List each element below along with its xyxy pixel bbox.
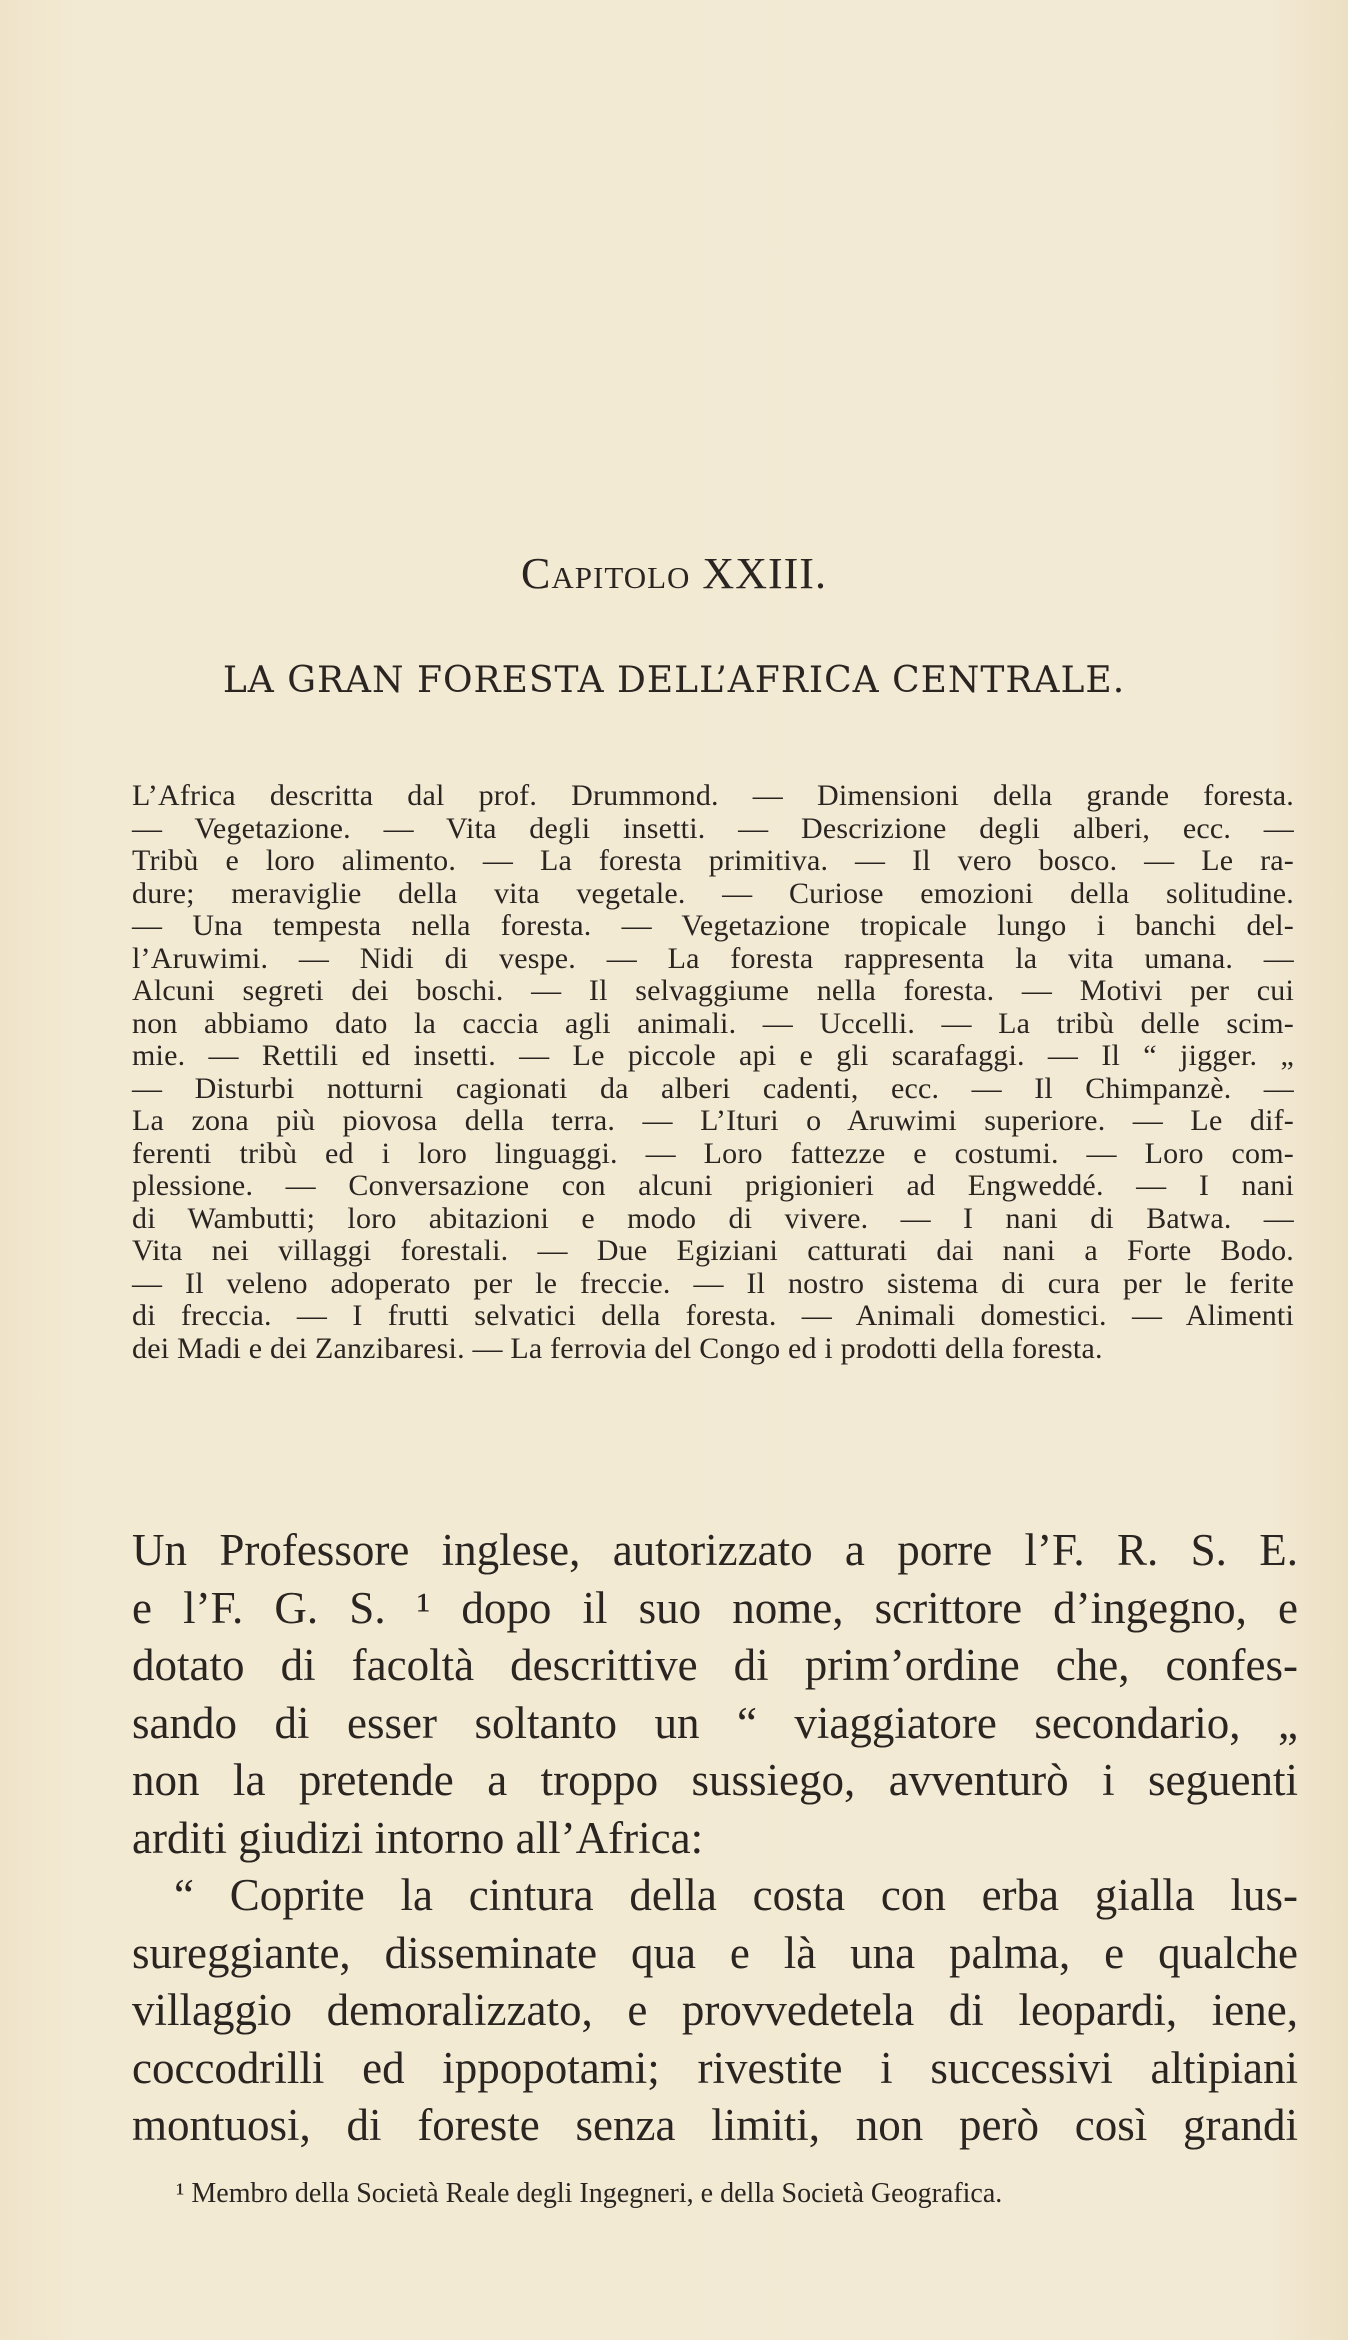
body-line: coccodrilli ed ippopotami; rivestite i successivi altipiani <box>132 2042 1298 2093</box>
summary-line: Tribù e loro alimento. — La foresta primitiva. — Il vero bosco. — Le ra- <box>132 844 1294 877</box>
chapter-subtitle: LA GRAN FORESTA DELL’AFRICA CENTRALE. <box>222 660 1126 701</box>
summary-line: di Wambutti; loro abitazioni e modo di vivere. — I nani di Batwa. — <box>132 1201 1294 1235</box>
body-line: dotato di facoltà descrittive di prim’ordine che, confes- <box>132 1640 1298 1690</box>
body-line: sureggiante, disseminate qua e là una palma, e qualche <box>132 1927 1298 1978</box>
body-paragraphs <box>132 1522 1298 2155</box>
chapter-summary <box>132 780 1294 1365</box>
summary-line: non abbiamo dato la caccia agli animali. — Uccelli. — La tribù delle scim- <box>132 1006 1294 1040</box>
summary-line: di freccia. — I frutti selvatici della foresta. — Animali domestici. — Alimenti <box>132 1299 1294 1332</box>
summary-line: ferenti tribù ed i loro linguaggi. — Loro fattezze e costumi. — Loro com- <box>132 1136 1294 1170</box>
body-line: arditi giudizi intorno all’Africa: <box>132 1812 704 1863</box>
summary-line: L’Africa descritta dal prof. Drummond. — Dimensioni della grande foresta. <box>132 779 1294 812</box>
body-line: non la pretende a troppo sussiego, avventurò i seguenti <box>132 1755 1298 1805</box>
summary-line: dei Madi e dei Zanzibaresi. — La ferrovia del Congo ed i prodotti della foresta. <box>132 1331 1103 1365</box>
footnote <box>176 2178 1294 2210</box>
body-line: Un Professore inglese, autorizzato a porre l’F. R. S. E. <box>132 1525 1298 1575</box>
summary-line: — Vegetazione. — Vita degli insetti. — Descrizione degli alberi, ecc. — <box>132 811 1294 845</box>
body-line: montuosi, di foreste senza limiti, non però così grandi <box>132 2100 1298 2150</box>
body-line: “ Coprite la cintura della costa con erba gialla lus- <box>174 1870 1298 1920</box>
body-line: e l’F. G. S. ¹ dopo il suo nome, scrittore d’ingegno, e <box>132 1582 1298 1633</box>
summary-line: dure; meraviglie della vita vegetale. — Curiose emozioni della solitudine. <box>132 876 1294 910</box>
summary-line: plessione. — Conversazione con alcuni prigionieri ad Engweddé. — I nani <box>132 1169 1294 1202</box>
summary-line: — Una tempesta nella foresta. — Vegetazione tropicale lungo i banchi del- <box>132 909 1294 942</box>
body-line: sando di esser soltanto un “ viaggiatore secondario, „ <box>132 1697 1298 1748</box>
summary-line: Alcuni segreti dei boschi. — Il selvaggiume nella foresta. — Motivi per cui <box>132 974 1294 1007</box>
chapter-title: Capitolo XXIII. <box>521 549 827 598</box>
summary-line: La zona più piovosa della terra. — L’Ituri o Aruwimi superiore. — Le dif- <box>132 1104 1294 1137</box>
body-line: villaggio demoralizzato, e provvedetela di leopardi, iene, <box>132 1985 1298 2035</box>
summary-line: Vita nei villaggi forestali. — Due Egiziani catturati dai nani a Forte Bodo. <box>132 1234 1294 1267</box>
summary-line: l’Aruwimi. — Nidi di vespe. — La foresta rappresenta la vita umana. — <box>132 941 1294 975</box>
footnote-text: ¹ Membro della Società Reale degli Ingegneri, e della Società Geografica. <box>176 2178 1003 2209</box>
summary-line: mie. — Rettili ed insetti. — Le piccole api e gli scarafaggi. — Il “ jigger. „ <box>132 1039 1294 1072</box>
summary-line: — Il veleno adoperato per le freccie. — Il nostro sistema di cura per le ferite <box>132 1266 1294 1300</box>
summary-line: — Disturbi notturni cagionati da alberi cadenti, ecc. — Il Chimpanzè. — <box>132 1071 1294 1105</box>
